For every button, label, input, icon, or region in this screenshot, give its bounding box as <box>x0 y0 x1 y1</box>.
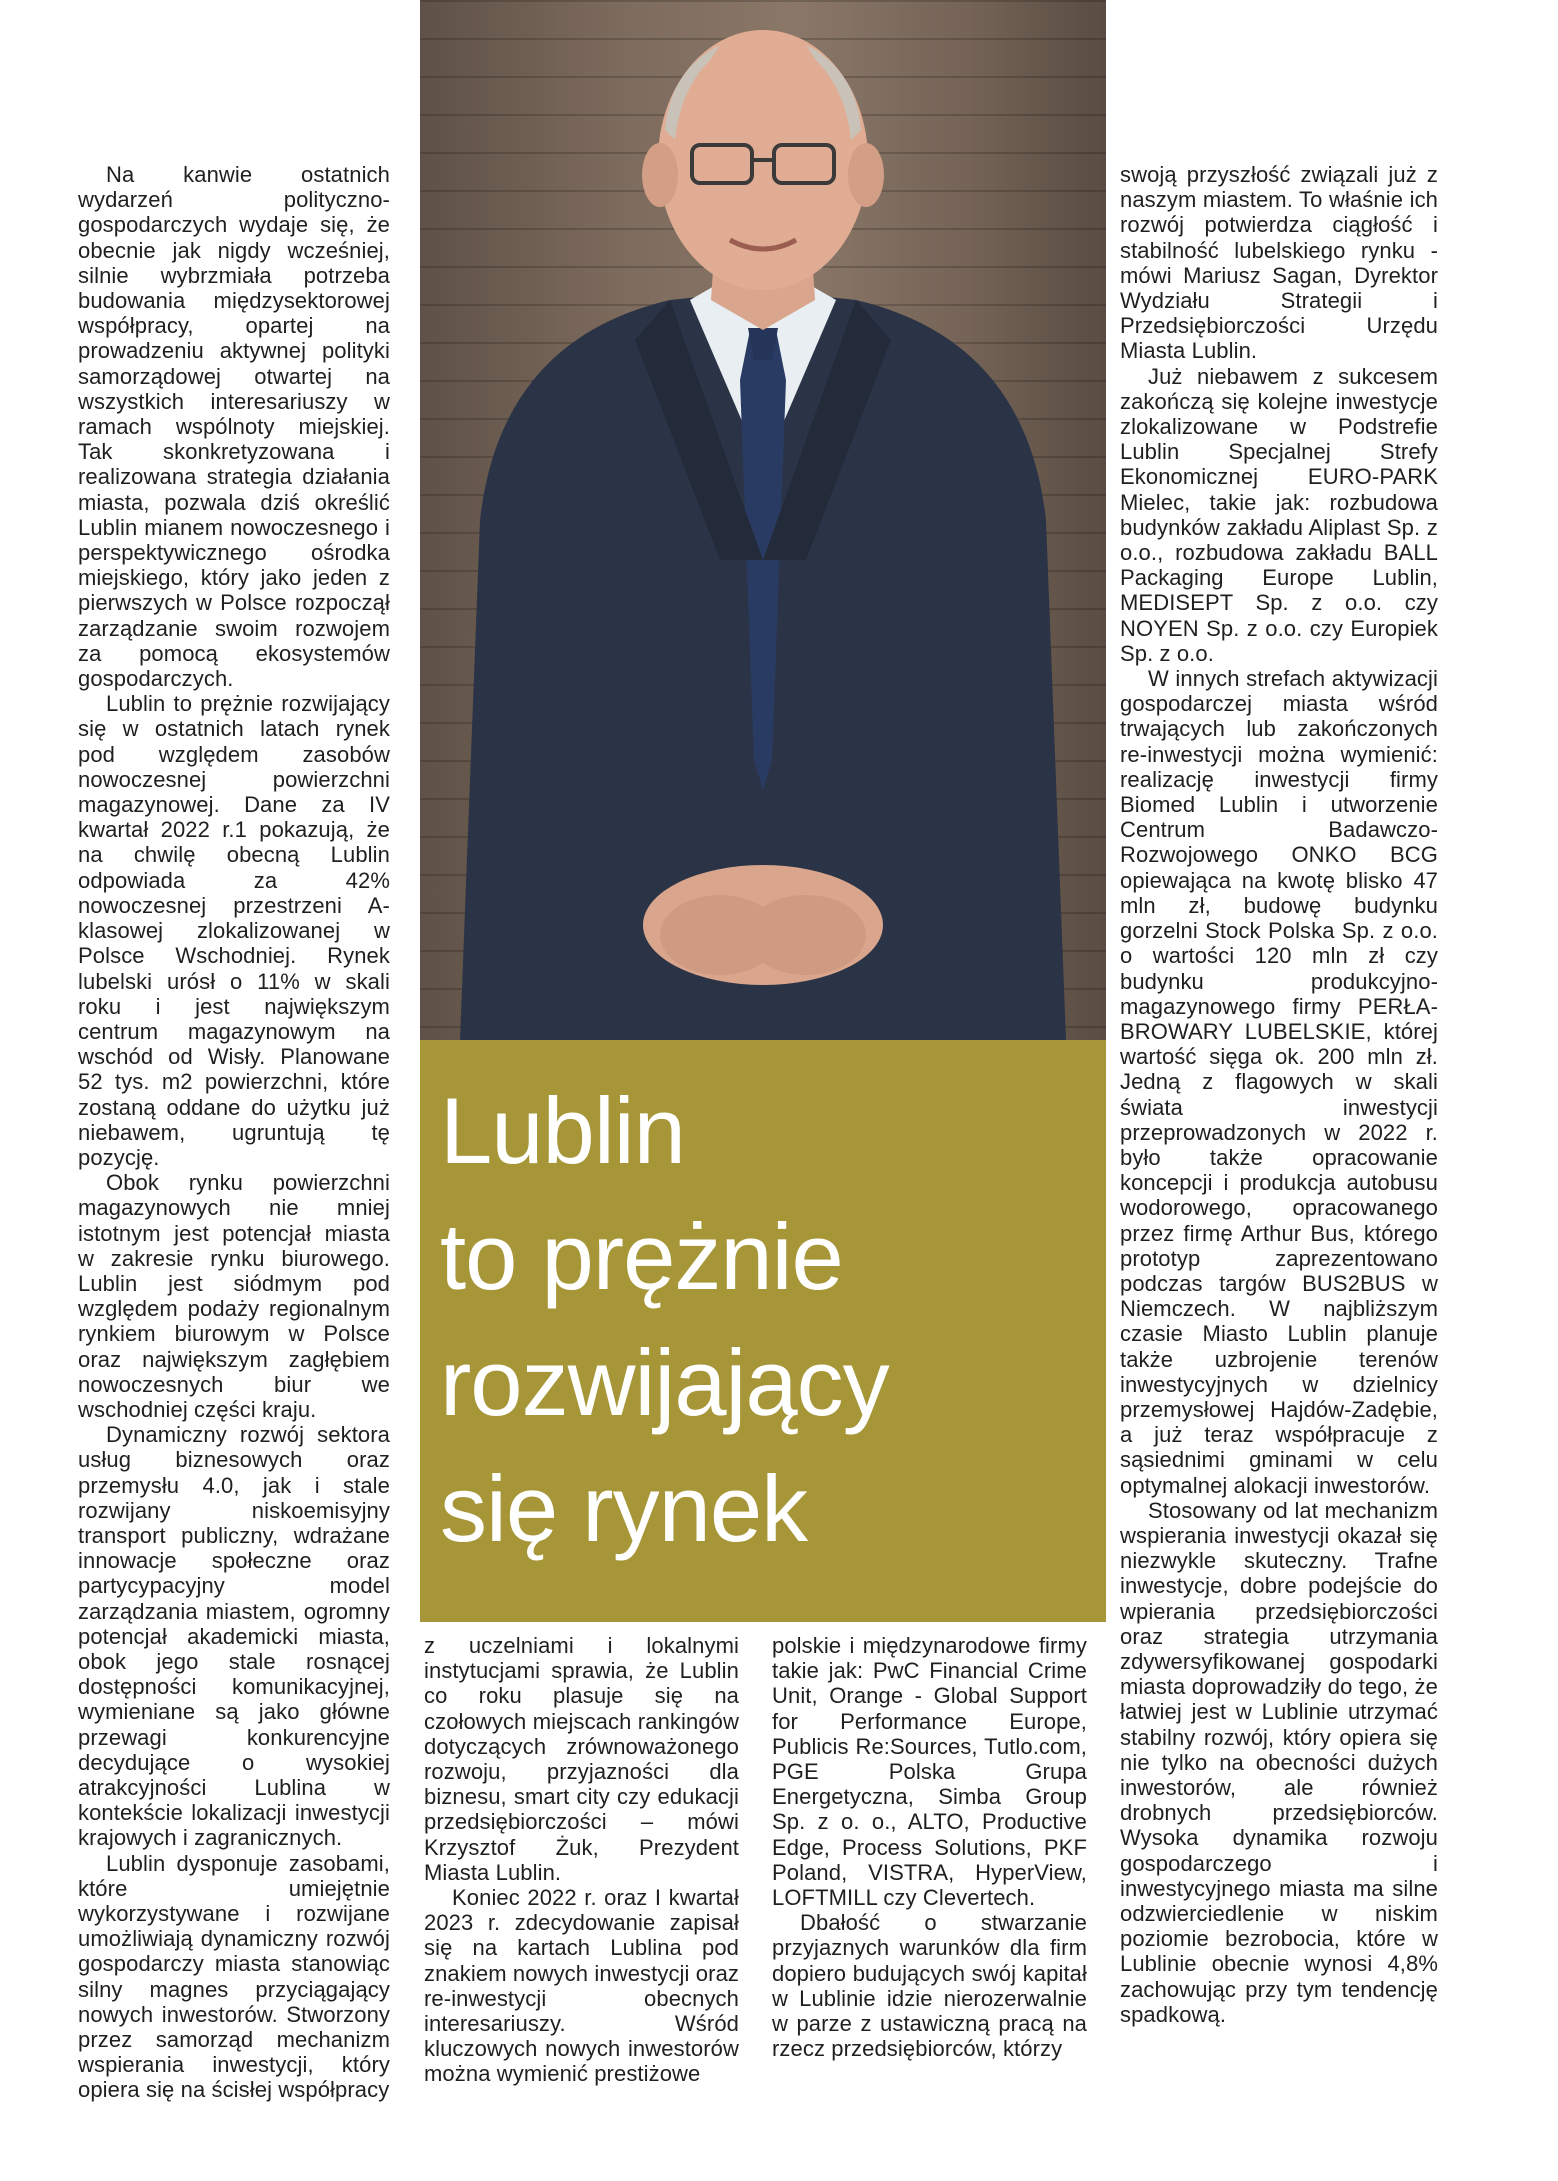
portrait-photo <box>420 0 1106 1040</box>
headline <box>440 1068 889 1572</box>
paragraph: Lublin to prężnie rozwijający się w ostatnich latach rynek pod względem zasobów nowoczesnej powierzchni magazynowej. Dane za IV kwartał 2022 r.1 pokazują, że na chwilę obecną Lublin odpowiada za 42% nowoczesnej przestrzeni A-klasowej zlokalizowanej w Polsce Wschodniej. Rynek lubelski urósł o 11% w skali roku i jest największym centrum magazynowym na wschód od Wisły. Planowane 52 tys. m2 powierzchni, które zostaną oddane do użytku już niebawem, ugruntują tę pozycję. <box>78 691 390 1170</box>
paragraph: W innych strefach aktywizacji gospodarczej miasta wśród trwających lub zakończonych re-inwestycji można wymienić: realizację inwestycji firmy Biomed Lublin i utworzenie Centrum Badawczo-Rozwojowego ONKO BCG opiewająca na kwotę blisko 47 mln zł, budowę budynku gorzelni Stock Polska Sp. z o.o. o wartości 120 mln zł czy budynku produkcyjno-magazynowego firmy PERŁA-BROWARY LUBELSKIE, której wartość sięga ok. 200 mln zł. Jedną z flagowych w skali świata inwestycji przeprowadzonych w 2022 r. było także opracowanie koncepcji i produkcja autobusu wodorowego, opracowanego przez firmę Arthur Bus, którego prototyp zaprezentowano podczas targów BUS2BUS w Niemczech. W najbliższym czasie Miasto Lublin planuje także uzbrojenie terenów inwestycyjnych w dzielnicy przemysłowej Hajdów-Zadębie, a już teraz współpracuje z sąsiednimi gminami w celu optymalnej alokacji inwestorów. <box>1120 666 1438 1498</box>
paragraph: Na kanwie ostatnich wydarzeń polityczno-gospodarczych wydaje się, że obecnie jak nigdy wcześniej, silnie wybrzmiała potrzeba budowania międzysektorowej współpracy, opartej na prowadzeniu aktywnej polityki samorządowej otwartej na wszystkich interesariuszy w ramach wspólnoty miejskiej. Tak skonkretyzowana i realizowana strategia działania miasta, pozwala dziś określić Lublin mianem nowoczesnego i perspektywicznego ośrodka miejskiego, który jako jeden z pierwszych w Polsce rozpoczął zarządzanie swoim rozwojem za pomocą ekosystemów gospodarczych. <box>78 162 390 692</box>
portrait-illustration <box>420 0 1106 1040</box>
paragraph: z uczelniami i lokalnymi instytucjami sprawia, że Lublin co roku plasuje się na czołowych miejscach rankingów dotyczących zrównoważonego rozwoju, przyjazności dla biznesu, smart city czy edukacji przedsiębiorczości – mówi Krzysztof Żuk, Prezydent Miasta Lublin. <box>424 1633 739 1885</box>
headline-block <box>420 1040 1106 1622</box>
headline-line: to prężnie <box>440 1204 843 1309</box>
paragraph: Już niebawem z sukcesem zakończą się kolejne inwestycje zlokalizowane w Podstrefie Lublin Specjalnej Strefy Ekonomicznej EURO-PARK Mielec, takie jak: rozbudowa budynków zakładu Aliplast Sp. z o.o., rozbudowa zakładu BALL Packaging Europe Lublin, MEDISEPT Sp. z o.o. czy NOYEN Sp. z o.o. czy Europiek Sp. z o.o. <box>1120 363 1438 666</box>
text-column-right <box>1120 162 1438 2027</box>
paragraph: Koniec 2022 r. oraz I kwartał 2023 r. zdecydowanie zapisał się na kartach Lublina pod znakiem nowych inwestycji oraz re-inwestycji obecnych interesariuszy. Wśród kluczowych nowych inwestorów można wymienić prestiżowe <box>424 1885 739 2087</box>
headline-line: Lublin <box>440 1078 685 1183</box>
paragraph: Dbałość o stwarzanie przyjaznych warunków dla firm dopiero budujących swój kapitał w Lublinie idzie nierozerwalnie w parze z ustawiczną pracą na rzecz przedsiębiorców, którzy <box>772 1910 1087 2062</box>
paragraph: polskie i międzynarodowe firmy takie jak: PwC Financial Crime Unit, Orange - Global Support for Performance Europe, Publicis Re:Sources, Tutlo.com, PGE Polska Grupa Energetyczna, Simba Group Sp. z o. o., ALTO, Productive Edge, Process Solutions, PKF Poland, VISTRA, HyperView, LOFTMILL czy Clevertech. <box>772 1633 1087 1911</box>
paragraph: Lublin dysponuje zasobami, które umiejętnie wykorzystywane i rozwijane umożliwiają dynamiczny rozwój gospodarczy miasta stanowiąc silny magnes przyciągający nowych inwestorów. Stworzony przez samorząd mechanizm wspierania inwestycji, który opiera się na ścisłej współpracy <box>78 1850 390 2103</box>
headline-line: rozwijający <box>440 1330 889 1435</box>
text-column-bottom-left <box>424 1633 739 2087</box>
paragraph: Dynamiczny rozwój sektora usług biznesowych oraz przemysłu 4.0, jak i stale rozwijany niskoemisyjny transport publiczny, wdrażane innowacje społeczne oraz partycypacyjny model zarządzania miastem, ogromny potencjał akademicki miasta, obok jego stale rosnącej dostępności komunikacyjnej, wymieniane są jako główne przewagi konkurencyjne decydujące o wysokiej atrakcyjności Lublina w kontekście lokalizacji inwestycji krajowych i zagranicznych. <box>78 1422 390 1851</box>
paragraph: swoją przyszłość związali już z naszym miastem. To właśnie ich rozwój potwierdza ciągłość i stabilność lubelskiego rynku - mówi Mariusz Sagan, Dyrektor Wydziału Strategii i Przedsiębiorczości Urzędu Miasta Lublin. <box>1120 162 1438 364</box>
paragraph: Stosowany od lat mechanizm wspierania inwestycji okazał się niezwykle skuteczny. Trafne inwestycje, dobre podejście do wpierania przedsiębiorczości oraz strategia utrzymania zdywersyfikowanej gospodarki miasta doprowadziły do tego, że łatwiej jest w Lublinie utrzymać stabilny rozwój, który opiera się nie tylko na obecności dużych inwestorów, ale również drobnych przedsiębiorców. Wysoka dynamika rozwoju gospodarczego i inwestycyjnego miasta ma silne odzwierciedlenie w niskim poziomie bezrobocia, które w Lublinie obecnie wynosi 4,8% zachowując przy tym tendencję spadkową. <box>1120 1497 1438 2027</box>
text-column-bottom-middle <box>772 1633 1087 2061</box>
headline-line: się rynek <box>440 1456 808 1561</box>
text-column-left <box>78 162 390 2103</box>
paragraph: Obok rynku powierzchni magazynowych nie mniej istotnym jest potencjał miasta w zakresie rynku biurowego. Lublin jest siódmym pod względem podaży regionalnym rynkiem biurowym w Polsce oraz największym zagłębiem nowoczesnych biur we wschodniej części kraju. <box>78 1170 390 1422</box>
